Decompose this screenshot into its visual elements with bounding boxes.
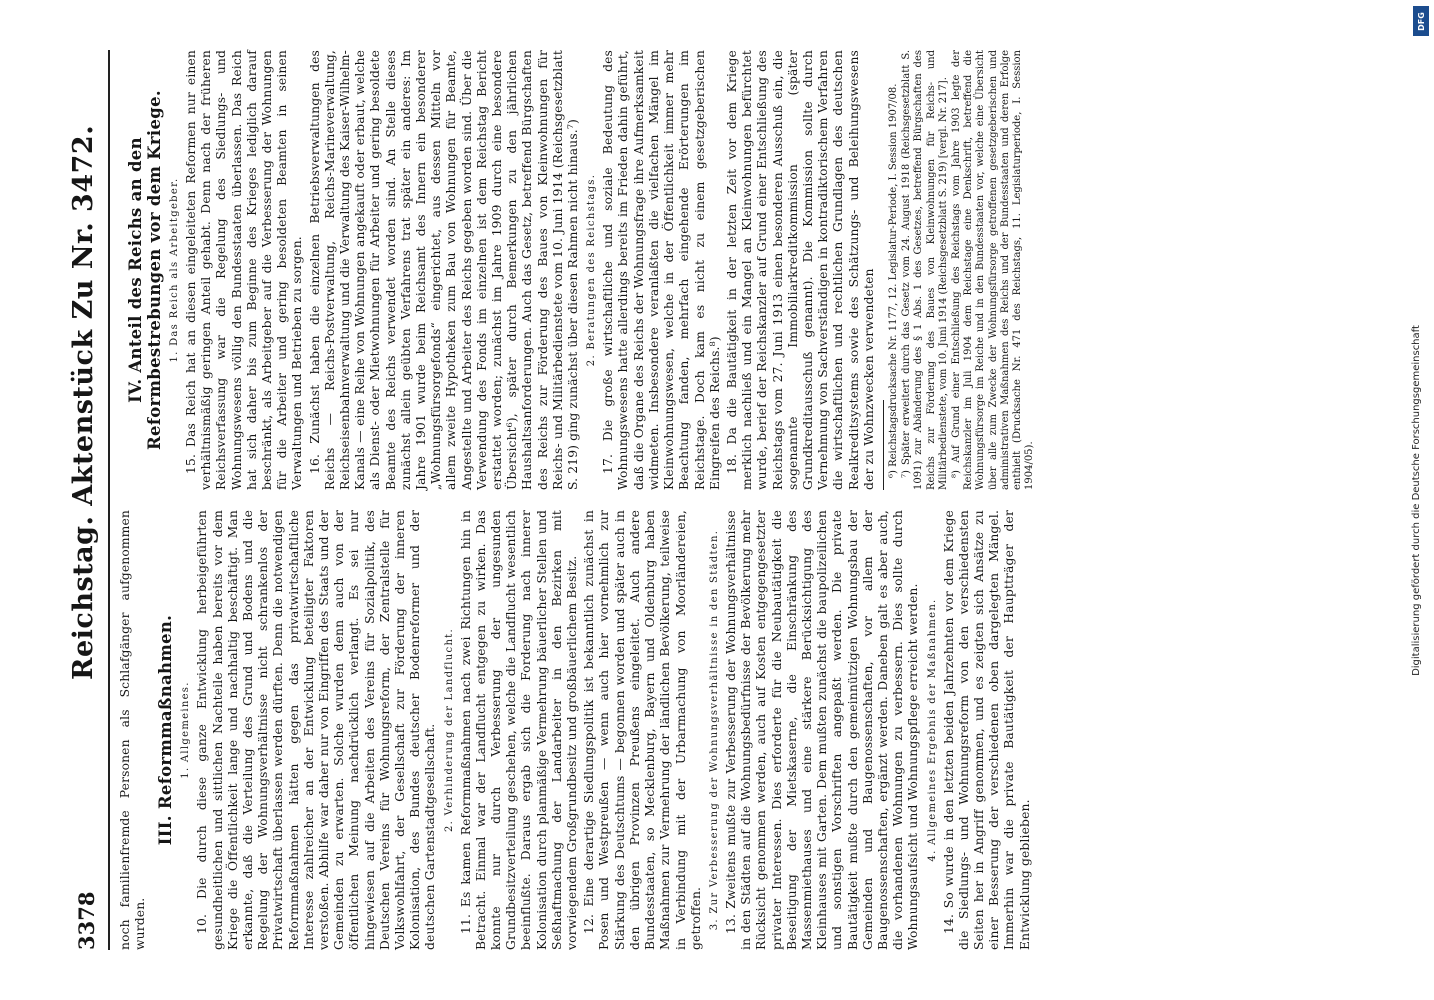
- paragraph: 17. Die große wirtschaftliche und soziale Bedeutung des Wohnungswesens hatte allerdings bereits im Frieden dahin geführt, daß die Organe des Reichs der Wohnungsfrage ihre Aufmerksamkeit widmeten. Insbesondere veranlaßten die vielfachen Mängel im Kleinwohnungswesen, welche in der Öffentlichkeit immer mehr Beachtung fanden, mehrfach eingehende Erörterungen im Reichstage. Doch kam es nicht zu einem gesetzgeberischen Eingreifen des Reichs.⁸): [601, 50, 722, 490]
- dfg-logo: DFG: [1413, 6, 1429, 36]
- paragraph: 13. Zweitens mußte zur Verbesserung der Wohnungsverhältnisse in den Städten auf die Wohnungsbedürfnisse der Bevölkerung mehr Rücksicht genommen werden, auch auf Kosten entgegengesetzter privater Interessen. Dies erforderte für die Neubautätigkeit die Beseitigung der Mietskaserne, die Einschränkung des Massenmiethauses und eine stärkere Berücksichtigung des Kleinhauses mit Garten. Dem mußten zunächst die baupolizeilichen und sonstigen Vorschriften angepaßt werden. Die private Bautätigkeit mußte durch den gemeinnützigen Wohnungsbau der Gemeinden und Baugenossenschaften, vor allem der Baugenossenschaften, ergänzt werden. Daneben galt es aber auch, die vorhandenen Wohnungen zu verbessern. Dies sollte durch Wohnungsaufsicht und Wohnungspflege erreicht werden.: [723, 510, 921, 950]
- footnote: ⁷) Später erweitert durch das Gesetz vom 24. August 1918 (Reichsgesetzblatt S. 1091) zur Abänderung des § 1 Abs. 1 des Gesetzes, betreffend Bürgschaften des Reichs zur Förderung des Baues von Kleinwohnungen für Reichs- und Militärbedienstete, vom 10. Juni 1914 (Reichsgesetzblatt S. 219) [vergl. Nr. 217].: [901, 50, 949, 490]
- footnote: ⁶) Reichstagsdrucksache Nr. 1177, 12. Legislatur-Periode, I. Session 1907/08.: [887, 83, 899, 478]
- page-number: 3378: [74, 891, 99, 950]
- footnote-divider: [883, 400, 884, 490]
- section-heading: IV. Anteil des Reichs an den Reformbestrebungen vor dem Kriege.: [126, 90, 164, 450]
- subsection-heading: 1. Das Reich als Arbeitgeber.: [169, 177, 180, 363]
- subsection-heading: 2. Beratungen des Reichstags.: [586, 173, 598, 367]
- subsection-heading: 1. Allgemeines.: [180, 681, 192, 779]
- left-column: [118, 510, 1035, 950]
- paragraph: 11. Es kamen Reformmaßnahmen nach zwei Richtungen hin in Betracht. Einmal war der Landflucht entgegen zu wirken. Das konnte nur durch Verbesserung der ungesunden Grundbesitzverteilung geschehen, welche die Landflucht wesentlich beeinflußte. Daraus ergab sich die Forderung nach innerer Kolonisation durch planmäßige Vermehrung bäuerlicher Stellen und Seßhaftmachung der Landarbeiter in den Bezirken mit vorwiegendem Großgrundbesitz und großbäuerlichem Besitz.: [458, 510, 580, 950]
- paragraph: 14. So wurde in den letzten beiden Jahrzehnten vor dem Kriege die Siedlungs- und Wohnungsreform von den verschiedensten Seiten her in Angriff genommen, und es zeigten sich Ansätze zu einer Besserung der verschiedenen oben dargelegten Mängel. Immerhin war die private Bautätigkeit der Hauptträger der Entwicklung geblieben.: [941, 510, 1032, 950]
- paragraph: 12. Eine derartige Siedlungspolitik ist bekanntlich zunächst in Posen und Westpreußen — wenn auch hier vornehmlich zur Stärkung des Deutschtums — begonnen worden und später auch in den übrigen Provinzen Preußens eingeleitet. Auch andere Bundesstaaten, so Mecklenburg, Bayern und Oldenburg haben Maßnahmen zur Vermehrung der ländlichen Bevölkerung, teilweise in Verbindung mit der Urbarmachung von Moorländereien, getroffen.: [582, 510, 703, 950]
- paragraph: noch familienfremde Personen als Schlafgänger aufgenommen wurden.: [118, 510, 148, 950]
- paragraph: 18. Da die Bautätigkeit in der letzten Zeit vor dem Kriege merklich nachließ und ein Mangel an Kleinwohnungen befürchtet wurde, berief der Reichskanzler auf Grund einer Entschließung des Reichstags vom 27. Juni 1913 einen besonderen Ausschuß ein, die sogenannte Immobiliarkreditkommission (später Grundkreditausschuß genannt). Die Kommission sollte durch Vernehmung von Sachverständigen in kontradiktorischem Verfahren die wirtschaftlichen und rechtlichen Grundlagen des deutschen Realkreditsystems sowie des Schätzungs- und Beleihungswesens der zu Wohnzwecken verwendeten: [724, 50, 876, 490]
- footnote: ⁸) Auf Grund einer Entschließung des Reichstags vom Jahre 1903 legte der Reichskanzler im Juli 1904 dem Reichstage eine Denkschrift, betreffend die Wohnungsfürsorge im Reiche und in den Bundesstaaten vor, welche eine Übersicht über alle zum Zwecke der Wohnungsfürsorge getroffenen gesetzgeberischen und administrativen Maßnahmen des Reichs und der Bundesstaaten und deren Erfolge enthielt (Drucksache Nr. 471 des Reichstags, 11. Legislaturperiode, I. Session 1904/05).: [950, 50, 1036, 490]
- digitization-note: Digitalisierung gefördert durch die Deutsche Forschungsgemeinschaft: [1410, 324, 1422, 676]
- subsection-heading: 2. Verhinderung der Landflucht.: [443, 628, 455, 832]
- paragraph: 10. Die durch diese ganze Entwicklung herbeigeführten gesundheitlichen und sittlichen Nachteile haben bereits vor dem Kriege die Öffentlichkeit lange und nachhaltig beschäftigt. Man erkannte, daß die Verteilung des Grund und Bodens und die Regelung der Wohnungsverhältnisse nicht schrankenlos der Privatwirtschaft überlassen werden dürften. Denn die notwendigen Reformmaßnahmen hätten gegen das privatwirtschaftliche Interesse zahlreicher an der Entwicklung beteiligter Faktoren verstoßen. Abhilfe war daher nur von Eingriffen des Staats und der Gemeinden zu erwarten. Solche wurden denn auch von der öffentlichen Meinung nachdrücklich verlangt. Es sei nur hingewiesen auf die Arbeiten des Vereins für Sozialpolitik, des Deutschen Vereins für Wohnungsreform, der Zentralstelle für Volkswohlfahrt, der Gesellschaft zur Förderung der inneren Kolonisation, des Bundes deutscher Bodenreformer und der deutschen Gartenstadtgesellschaft.: [195, 510, 438, 950]
- subsection-heading: 3. Zur Verbesserung der Wohnungsverhältnisse in den Städten.: [708, 529, 720, 931]
- paragraph: 16. Zunächst haben die einzelnen Betriebsverwaltungen des Reichs — Reichs-Postverwaltung, Reichs-Marineverwaltung, Reichseisenbahnverwaltung und die Verwaltung des Kaiser-Wilhelm-Kanals — eine Reihe von Wohnungen angekauft oder erbaut, welche als Dienst- oder Mietwohnungen für Arbeiter und gering besoldete Beamte des Reichs verwendet worden sind. An Stelle dieses zunächst allein geübten Verfahrens trat später ein anderes: Im Jahre 1901 wurde beim Reichsamt des Innern ein besonderer „Wohnungsfürsorgefonds“ eingerichtet, aus dessen Mitteln vor allem zweite Hypotheken zum Bau von Wohnungen für Beamte, Angestellte und Arbeiter des Reichs gegeben worden sind. Über die Verwendung des Fonds im einzelnen ist dem Reichstag Bericht erstattet worden; zunächst im Jahre 1909 durch eine besondere Übersicht⁶), später durch Bemerkungen zu den jährlichen Haushaltsanforderungen. Auch das Gesetz, betreffend Bürgschaften des Reichs zur Förderung des Baues von Kleinwohnungen für Reichs- und Militärbedienstete vom 10. Juni 1914 (Reichsgesetzblatt S. 219) ging zunächst über diesen Rahmen nicht hinaus.⁷): [307, 50, 581, 490]
- header-rule: [108, 50, 110, 950]
- right-column: [118, 50, 1037, 490]
- section-heading: III. Reformmaßnahmen.: [156, 614, 176, 846]
- subsection-heading: 4. Allgemeines Ergebnis der Maßnahmen.: [926, 598, 938, 862]
- running-title: Reichstag. Aktenstück Zu Nr. 3472.: [68, 124, 99, 680]
- paragraph: 15. Das Reich hat an diesen eingeleiteten Reformen nur einen verhältnismäßig geringen Anteil gehabt. Denn nach der früheren Reichsverfassung war die Regelung des Siedlungs- und Wohnungswesens völlig den Bundesstaaten überlassen. Das Reich hat sich daher bis zum Beginne des Krieges lediglich darauf beschränkt, als Arbeitgeber auf die Verbesserung der Wohnungen für die Arbeiter und gering besoldeten Beamten in seinen Verwaltungen und Betrieben zu sorgen.: [184, 50, 305, 490]
